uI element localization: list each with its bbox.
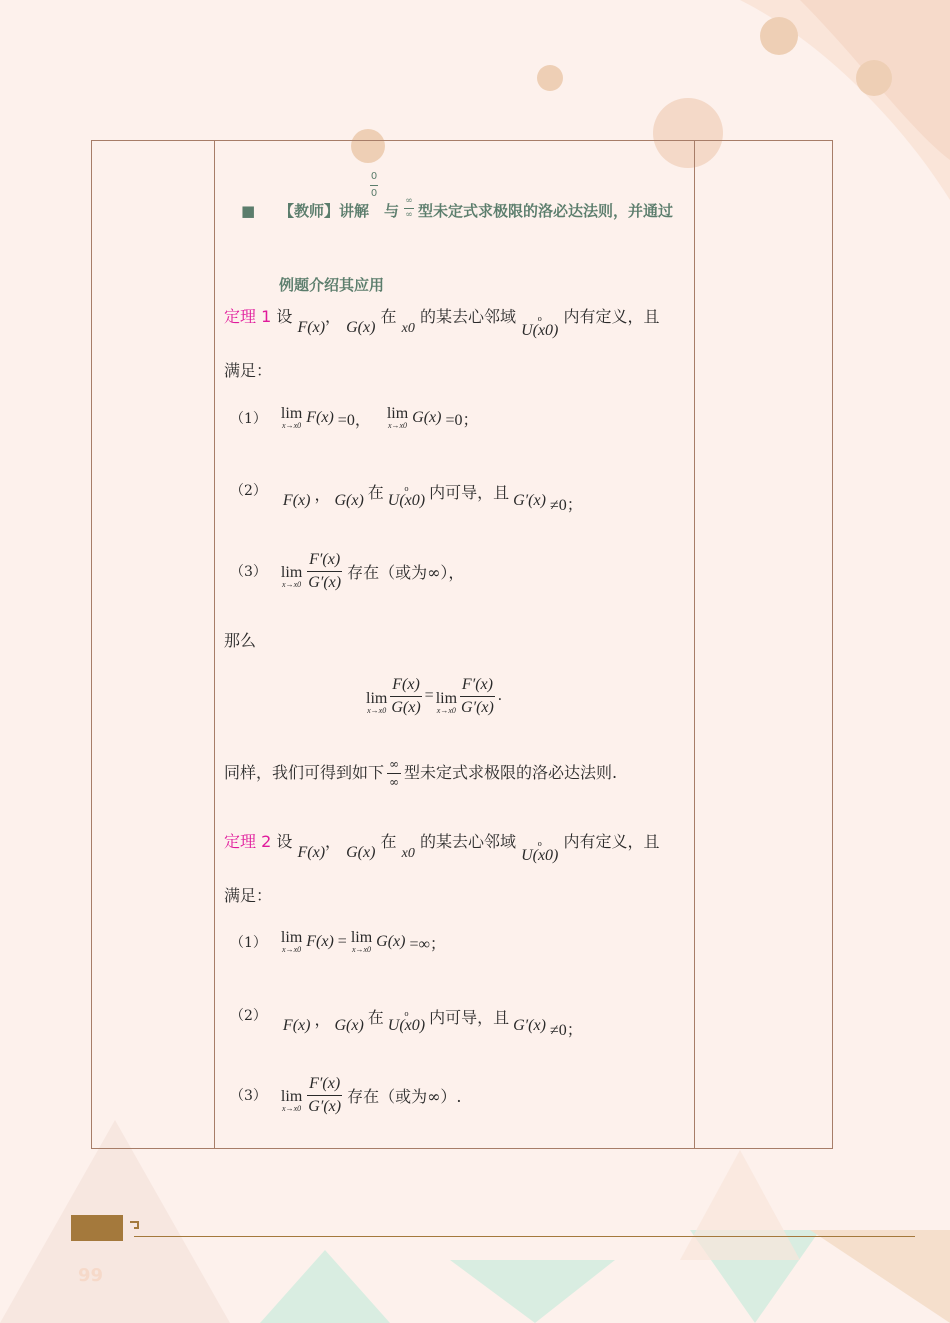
theorem2-u-x0: o U(x0) bbox=[521, 840, 559, 864]
lim-operator: lim x→x0 bbox=[350, 929, 373, 954]
lim-operator: lim x→x0 bbox=[366, 690, 388, 716]
theorem1-satisfy: 满足： bbox=[224, 361, 273, 380]
page-number: 99 bbox=[78, 1265, 104, 1286]
conclusion-fraction-left: $\frac{F(x)}{G(x)}$ bbox=[391, 676, 421, 716]
content-column bbox=[224, 140, 694, 1149]
lim-operator: lim x→x0 bbox=[280, 564, 303, 590]
cond2-label: （2） bbox=[230, 483, 267, 499]
theorem1-x0: x0 bbox=[401, 321, 415, 336]
theorem2-condition1 bbox=[230, 930, 446, 954]
lim-operator: lim x→x0 bbox=[280, 405, 303, 430]
t2-cond2-eq: ≠0； bbox=[549, 1022, 583, 1039]
theorem1-tail: 内有定义，且 bbox=[563, 307, 660, 326]
cond2-comma: ， bbox=[314, 485, 331, 504]
lim-operator: lim x→x0 bbox=[280, 1088, 303, 1114]
theorem2-condition2 bbox=[230, 1005, 583, 1040]
bridge-sentence bbox=[224, 757, 618, 790]
cond3-text: 存在（或为∞）， bbox=[347, 562, 465, 582]
theorem1-u-x0: o U(x0) bbox=[521, 315, 559, 339]
t2-cond2-label: （2） bbox=[230, 1008, 267, 1024]
cond2-eq: ≠0； bbox=[549, 497, 583, 514]
bullet-marker: ■ bbox=[241, 202, 256, 220]
t2-cond2-gx: G(x) bbox=[334, 1017, 364, 1034]
cond1-fx: F(x) bbox=[306, 409, 334, 426]
cond3-label: （3） bbox=[230, 564, 267, 581]
cond1-eq1: =0， bbox=[337, 411, 371, 429]
conclusion-period: . bbox=[497, 687, 502, 705]
cond3-fraction: $\frac{F'(x)}{G'(x)}$ bbox=[308, 551, 342, 591]
cond2-gx: G(x) bbox=[334, 492, 364, 509]
theorem2-intro: 设 bbox=[276, 832, 293, 851]
cond2-fx: F(x) bbox=[282, 492, 311, 509]
bridge-inf-fraction: $\frac{\infty}{\infty}$ bbox=[389, 757, 400, 790]
lim-operator: lim x→x0 bbox=[435, 690, 458, 716]
theorem2-comma: ， bbox=[325, 832, 342, 851]
cond1-eq2: =0； bbox=[445, 411, 479, 429]
t2-cond1-eq2: =∞； bbox=[409, 935, 446, 953]
column-divider-right bbox=[694, 141, 695, 1148]
theorem2-condition3 bbox=[230, 1075, 462, 1115]
theorem2-tail: 内有定义，且 bbox=[563, 832, 660, 851]
theorem1-fx: F(x) bbox=[297, 319, 326, 336]
theorem2-fx: F(x) bbox=[297, 844, 326, 861]
bridge-suffix: 型未定式求极限的洛必达法则. bbox=[404, 763, 618, 782]
t2-cond2-u-x0: o U(x0) bbox=[387, 1010, 426, 1034]
theorem1-conclusion bbox=[366, 676, 502, 716]
t2-cond3-label: （3） bbox=[230, 1088, 267, 1105]
t2-cond1-eq1: = bbox=[337, 933, 347, 950]
conclusion-fraction-right: $\frac{F'(x)}{G'(x)}$ bbox=[461, 676, 494, 716]
column-divider-left bbox=[214, 141, 215, 1148]
t2-cond3-fraction: $\frac{F'(x)}{G'(x)}$ bbox=[308, 1075, 342, 1115]
theorem1-intro: 设 bbox=[276, 307, 293, 326]
theorem2-x0: x0 bbox=[401, 846, 415, 861]
t2-cond1-label: （1） bbox=[230, 935, 267, 951]
t2-cond3-text: 存在（或为∞）. bbox=[347, 1086, 462, 1106]
theorem1-condition1 bbox=[230, 406, 479, 430]
t2-cond2-comma: ， bbox=[314, 1010, 331, 1029]
t2-cond2-fx: F(x) bbox=[282, 1017, 311, 1034]
theorem1-neighborhood: 的某去心邻域 bbox=[419, 307, 516, 326]
cond2-u-x0: o U(x0) bbox=[387, 485, 426, 509]
header-suffix: 型未定式求极限的洛必达法则，并通过 bbox=[418, 202, 674, 220]
cond2-text: 内可导，且 bbox=[429, 483, 510, 502]
lim-operator: lim x→x0 bbox=[386, 405, 409, 430]
theorem1-gx: G(x) bbox=[346, 319, 376, 336]
footer-rule bbox=[134, 1236, 915, 1237]
theorem1-condition2 bbox=[230, 480, 583, 515]
t2-cond1-gx: G(x) bbox=[376, 933, 406, 950]
cond2-gpx: G′(x) bbox=[513, 492, 546, 509]
theorem2-at: 在 bbox=[380, 832, 397, 851]
zero-over-zero: 0 0 bbox=[370, 171, 378, 199]
theorem2-neighborhood: 的某去心邻域 bbox=[419, 832, 516, 851]
theorem2-statement bbox=[224, 829, 660, 864]
t2-cond2-gpx: G′(x) bbox=[513, 1017, 546, 1034]
t2-cond1-fx: F(x) bbox=[306, 933, 334, 950]
theorem1-at: 在 bbox=[380, 307, 397, 326]
theorem1-comma: ， bbox=[325, 307, 342, 326]
cond2-at: 在 bbox=[367, 483, 384, 502]
theorem1-statement bbox=[224, 304, 660, 339]
header-connector: 与 bbox=[384, 202, 400, 220]
t2-cond2-at: 在 bbox=[367, 1008, 384, 1027]
header-prefix: 【教师】讲解 bbox=[279, 202, 370, 220]
footer-bar bbox=[71, 1215, 123, 1241]
then-label: 那么 bbox=[224, 631, 257, 650]
theorem2-gx: G(x) bbox=[346, 844, 376, 861]
theorem2-label: 定理 2 bbox=[224, 832, 272, 851]
cond1-gx: G(x) bbox=[412, 409, 442, 426]
header-line2: 例题介绍其应用 bbox=[279, 276, 385, 294]
theorem1-label: 定理 1 bbox=[224, 307, 272, 326]
theorem2-satisfy: 满足： bbox=[224, 886, 273, 905]
inf-over-inf: ∞ ∞ bbox=[405, 196, 413, 220]
bridge-prefix: 同样，我们可得到如下 bbox=[224, 763, 385, 782]
theorem1-condition3 bbox=[230, 551, 464, 591]
cond1-label: （1） bbox=[230, 411, 267, 427]
conclusion-equals: = bbox=[424, 687, 434, 705]
t2-cond2-text: 内可导，且 bbox=[429, 1008, 510, 1027]
lim-operator: lim x→x0 bbox=[280, 929, 303, 954]
